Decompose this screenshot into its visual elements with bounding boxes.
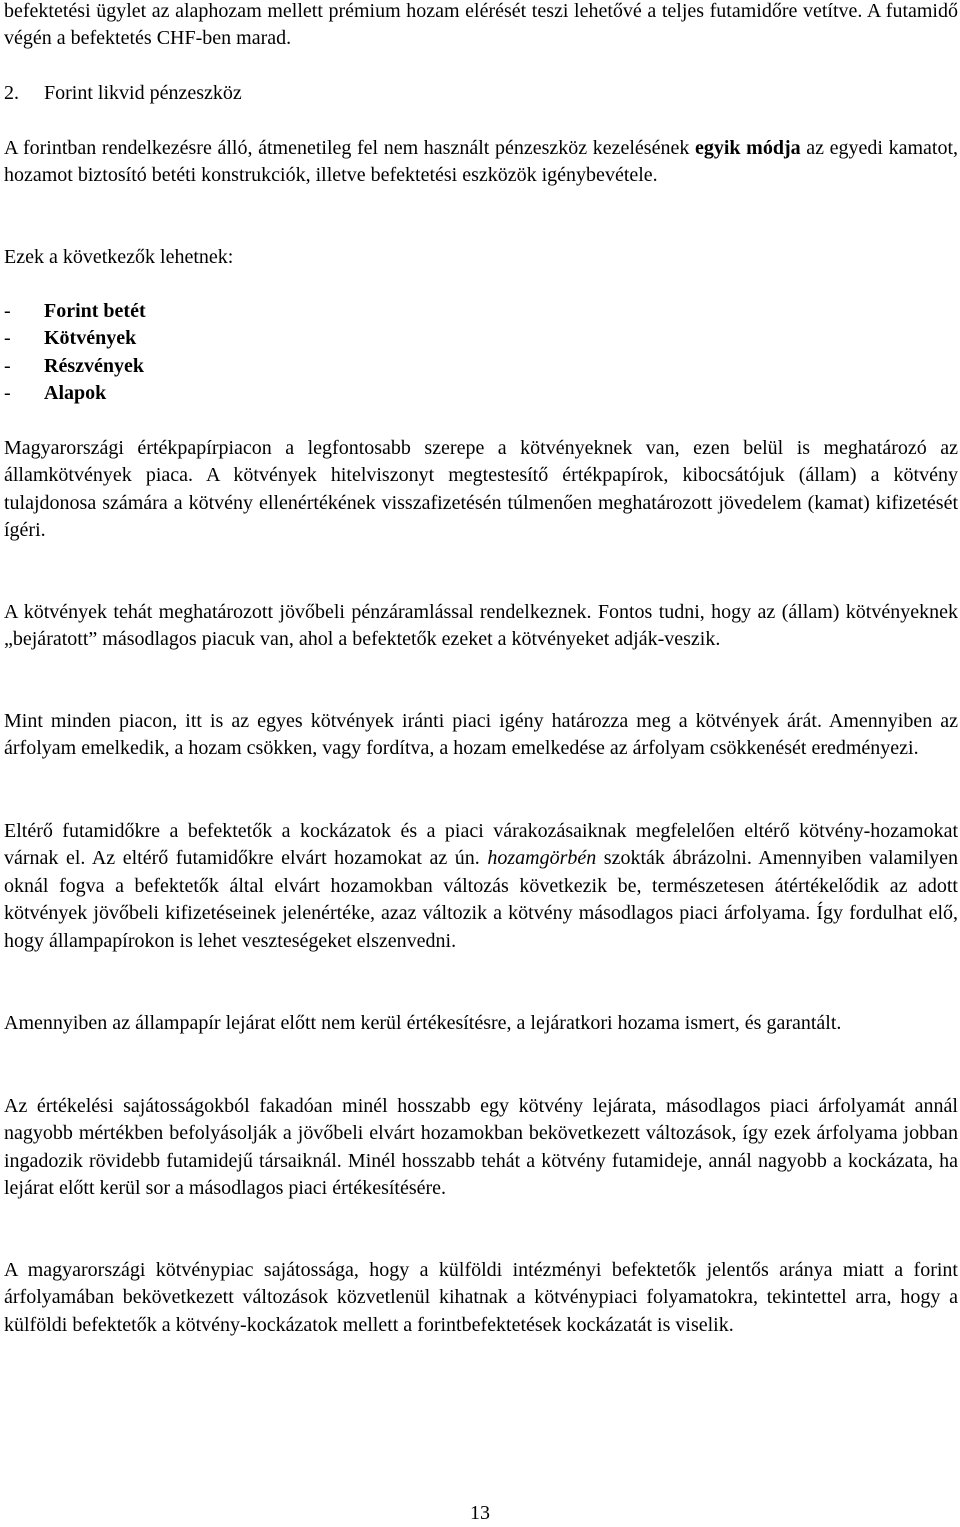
paragraph-4: Mint minden piacon, itt is az egyes kötvények iránti piaci igény határozza meg a kötvények árát. Amennyiben az árfolyam emelkedik, a hozam csökken, vagy fordítva, a hozam emelkedése az árfolyam csökkenését eredményezi. [4,710,958,760]
intro-paragraph: befektetési ügylet az alaphozam mellett prémium hozam elérését teszi lehetővé a teljes futamidőre vetítve. A futamidő végén a befektetés CHF-ben marad. [4,0,958,50]
bullet-list [4,298,958,408]
p5-text-a: Eltérő futamidőkre a befektetők a kockázatok és a piaci várakozásaiknak megfelelően eltérő kötvény-hozamokat várnak el. Az eltérő futamidőkre elvárt hozamokat az ún. [4,820,958,870]
list-lead: Ezek a következők lehetnek: [4,246,234,268]
p1-text-b: az egyedi kamatot, hozamot biztosító betéti konstrukciók, illetve befektetési eszközök igénybevétele. [4,137,959,187]
paragraph-6: Amennyiben az állampapír lejárat előtt nem kerül értékesítésre, a lejáratkori hozama ismert, és garantált. [4,1012,842,1034]
list-item: - Alapok [4,382,107,405]
section-title: Forint likvid pénzeszköz [44,82,242,104]
p5-text-b: szokták ábrázolni. Amennyiben valamilyen oknál fogva a befektetők által elvárt hozamokban változás következik be, természetesen átértékelődik az adott kötvények jövőbeli kifizetéseinek jelenértéke, azaz változik a kötvény másodlagos piaci árfolyama. Így fordulhat elő, hogy állampapírokon is lehet veszteségeket elszenvedni. [4,847,959,952]
p5-italic: hozamgörbén [487,847,597,870]
paragraph-5 [4,818,958,955]
list-item: - Részvények [4,354,144,377]
paragraph-8: A magyarországi kötvénypiac sajátossága, hogy a külföldi intézményi befektetők jelentős aránya miatt a forint árfolyamában bekövetkezett változások közvetlenül kihatnak a kötvénypiaci folyamatokra, tekintettel arra, hogy a külföldi befektetők a kötvény-kockázatok mellett a forintbefektetések kockázatát is viselik. [4,1259,958,1336]
list-item: - Forint betét [4,300,146,322]
list-item: - Kötvények [4,327,137,350]
section-number: 2. [4,82,19,104]
p1-bold: egyik módja [694,137,801,159]
p1-text-a: A forintban rendelkezésre álló, átmenetileg fel nem használt pénzeszköz kezelésének [4,137,690,159]
paragraph-7: Az értékelési sajátosságokból fakadóan minél hosszabb egy kötvény lejárata, másodlagos piaci árfolyamát annál nagyobb mértékben befolyásolják a jövőbeli elvárt hozamokban bekövetkezett változások, így ezek árfolyama jobban ingadozik rövidebb futamidejű társaiknál. Minél hosszabb tehát a kötvény futamideje, annál nagyobb a kockázata, ha lejárat előtt kerül sor a másodlagos piaci értékesítésére. [4,1095,958,1200]
section-heading [4,80,958,107]
paragraph-1 [4,135,958,190]
page-number: 13 [470,1502,490,1524]
paragraph-2: Magyarországi értékpapírpiacon a legfontosabb szerepe a kötvényeknek van, ezen belül is meghatározó az államkötvények piaca. A kötvények hitelviszonyt megtestesítő értékpapírok, kibocsátójuk (állam) a kötvény tulajdonosa számára a kötvény ellenértékének visszafizetésén túlmenően meghatározott jövedelem (kamat) kifizetését ígéri. [4,437,958,542]
paragraph-3: A kötvények tehát meghatározott jövőbeli pénzáramlással rendelkeznek. Fontos tudni, hogy az (állam) kötvényeknek „bejáratott” másodlagos piacuk van, ahol a befektetők ezeket a kötvényeket adják-veszik. [4,601,958,651]
